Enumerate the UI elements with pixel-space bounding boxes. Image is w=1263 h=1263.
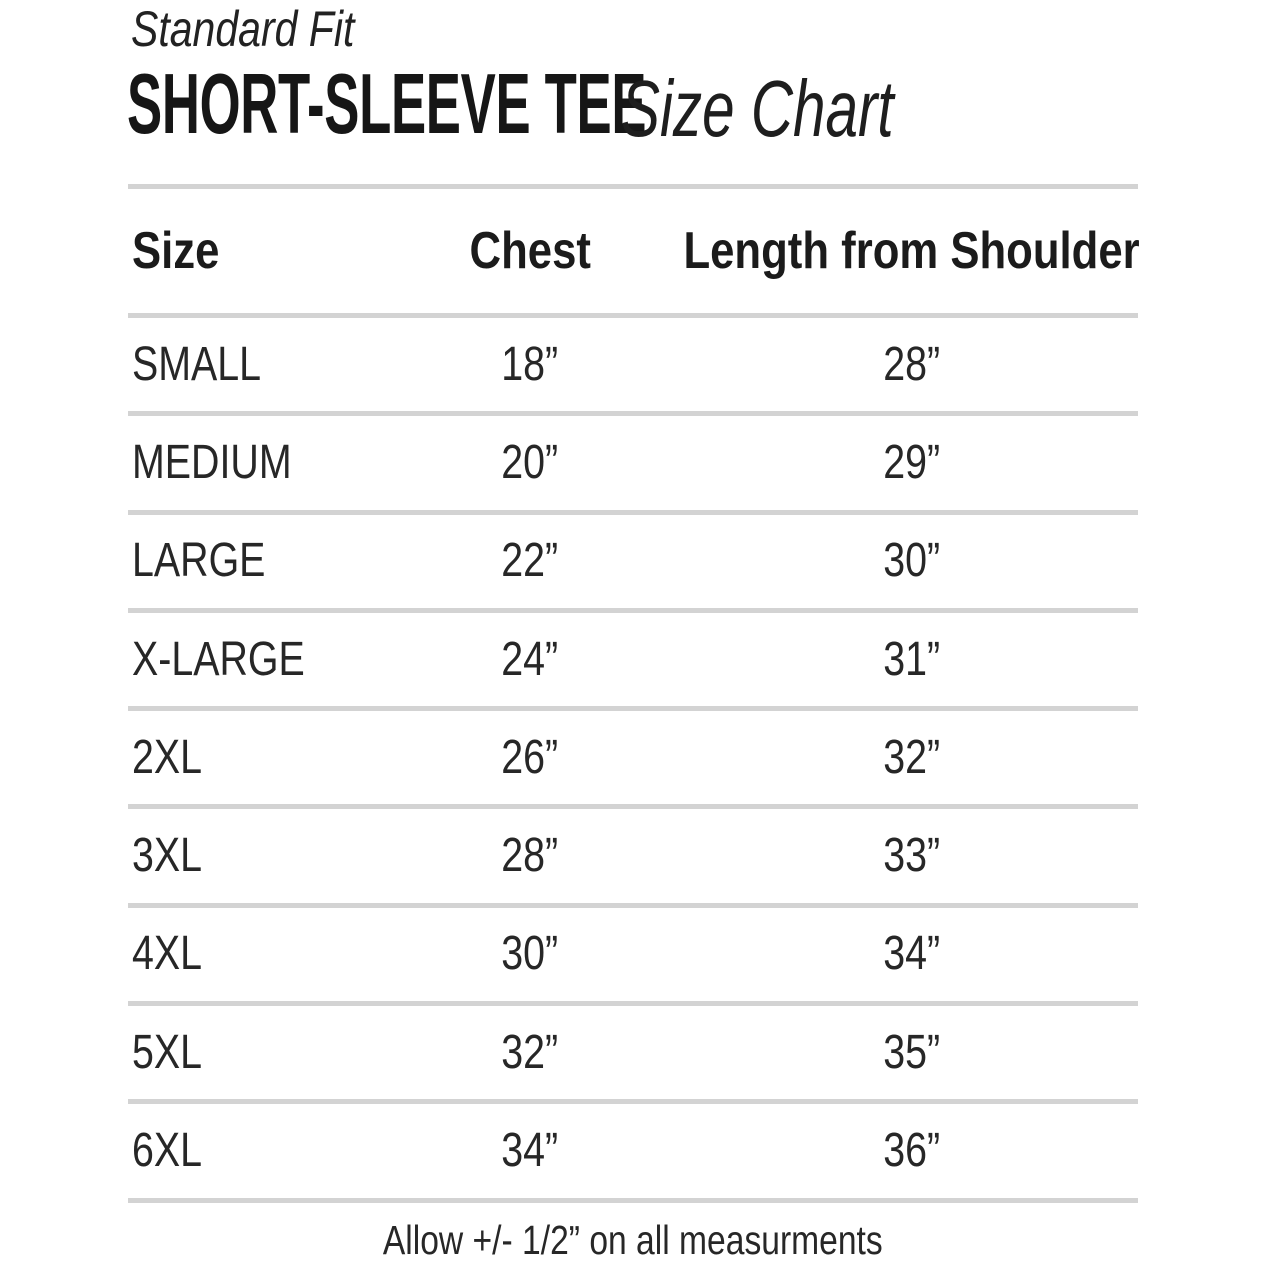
length-value: 31” bbox=[883, 632, 941, 686]
chest-value: 22” bbox=[501, 534, 559, 588]
length-value: 33” bbox=[883, 829, 941, 883]
column-header-length: Length from Shoulder bbox=[683, 222, 1141, 280]
fit-style-label-text: Standard Fit bbox=[131, 1, 355, 57]
size-value: 6XL bbox=[132, 1124, 203, 1178]
length-value: 30” bbox=[883, 534, 941, 588]
table-header-row bbox=[128, 189, 1141, 318]
size-value: 2XL bbox=[132, 730, 203, 784]
size-value: MEDIUM bbox=[132, 435, 292, 489]
page-subtitle-text: Size Chart bbox=[621, 64, 894, 153]
table-row-3xl bbox=[128, 809, 1138, 907]
fit-style-label bbox=[131, 2, 403, 57]
table-row-2xl bbox=[128, 711, 1138, 809]
page-subtitle bbox=[621, 64, 994, 153]
chest-value: 28” bbox=[501, 829, 559, 883]
table-row-4xl bbox=[128, 908, 1138, 1006]
length-value: 29” bbox=[883, 435, 941, 489]
page-title-text: SHORT-SLEEVE TEE bbox=[127, 57, 647, 152]
size-value: 4XL bbox=[132, 927, 203, 981]
measurement-tolerance-note bbox=[128, 1218, 1138, 1263]
length-value: 32” bbox=[883, 730, 941, 784]
measurement-tolerance-note-text: Allow +/- 1/2” on all measurments bbox=[383, 1217, 883, 1263]
column-header-size: Size bbox=[132, 222, 220, 280]
table-row-6xl bbox=[128, 1104, 1138, 1202]
size-chart-table bbox=[128, 184, 1141, 1203]
size-value: X-LARGE bbox=[132, 632, 305, 686]
size-value: 5XL bbox=[132, 1025, 203, 1079]
chest-value: 32” bbox=[501, 1025, 559, 1079]
table-row-medium bbox=[128, 416, 1138, 514]
chest-value: 18” bbox=[501, 337, 559, 391]
chest-value: 20” bbox=[501, 435, 559, 489]
length-value: 34” bbox=[883, 927, 941, 981]
length-value: 36” bbox=[883, 1124, 941, 1178]
length-value: 35” bbox=[883, 1025, 941, 1079]
column-header-chest: Chest bbox=[469, 222, 591, 280]
chest-value: 26” bbox=[501, 730, 559, 784]
table-row-large bbox=[128, 515, 1138, 613]
chest-value: 24” bbox=[501, 632, 559, 686]
chest-value: 30” bbox=[501, 927, 559, 981]
chest-value: 34” bbox=[501, 1124, 559, 1178]
table-row-xlarge bbox=[128, 613, 1138, 711]
table-row-small bbox=[128, 318, 1138, 416]
length-value: 28” bbox=[883, 337, 941, 391]
size-value: SMALL bbox=[132, 337, 262, 391]
table-row-5xl bbox=[128, 1006, 1138, 1104]
size-value: LARGE bbox=[132, 534, 266, 588]
size-value: 3XL bbox=[132, 829, 203, 883]
